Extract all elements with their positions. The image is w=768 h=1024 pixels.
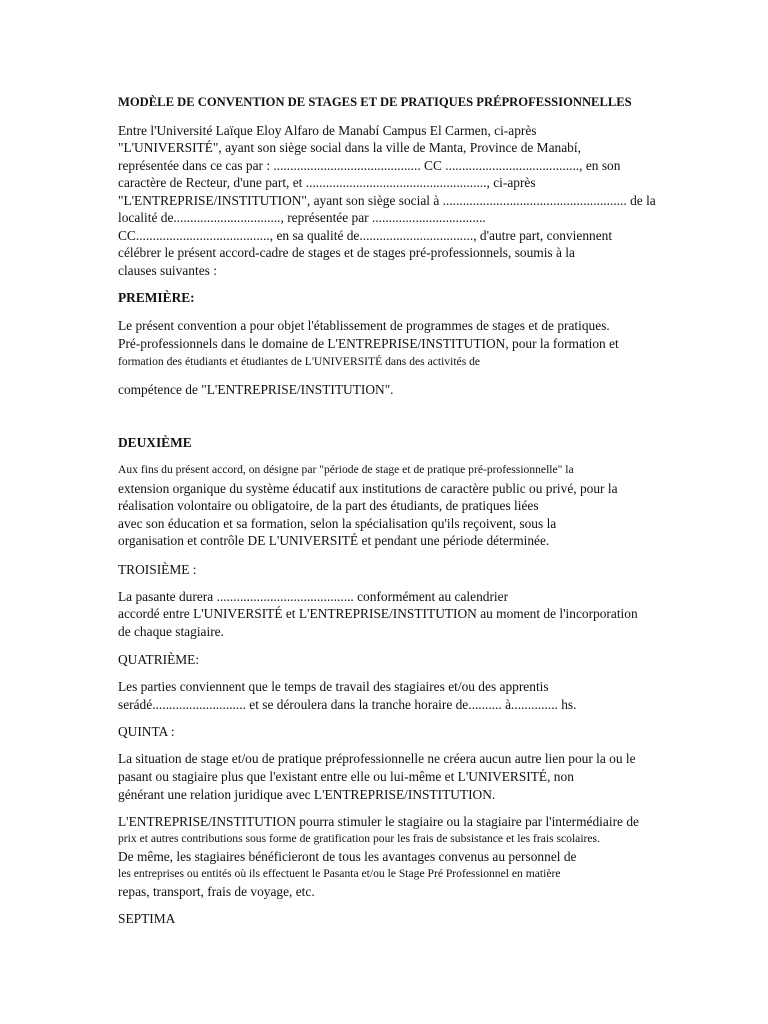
- paragraph-line: compétence de "L'ENTREPRISE/INSTITUTION".: [118, 382, 394, 397]
- paragraph-line: les entreprises ou entités où ils effectuent le Pasanta et/ou le Stage Pré Professionnel en matière: [118, 867, 561, 880]
- paragraph-line: formation des étudiants et étudiantes de L'UNIVERSITÉ dans des activités de: [118, 355, 481, 368]
- document-title: MODÈLE DE CONVENTION DE STAGES ET DE PRATIQUES PRÉPROFESSIONNELLES: [118, 95, 632, 109]
- section-heading-quatrieme: QUATRIÈME:: [118, 652, 200, 667]
- paragraph-line: réalisation volontaire ou obligatoire, de la part des étudiants, de pratiques liées: [118, 498, 539, 513]
- paragraph-line: extension organique du système éducatif aux institutions de caractère public ou privé, pour la: [118, 481, 618, 496]
- paragraph-line: De même, les stagiaires bénéficieront de tous les avantages convenus au personnel de: [118, 849, 577, 864]
- paragraph-line: Aux fins du présent accord, on désigne par "période de stage et de pratique pré-professionnelle" la: [118, 463, 574, 476]
- paragraph-line: La situation de stage et/ou de pratique préprofessionnelle ne créera aucun autre lien pour la ou le: [118, 751, 636, 766]
- paragraph-line: avec son éducation et sa formation, selon la spécialisation qu'ils reçoivent, sous la: [118, 516, 557, 531]
- paragraph-line: organisation et contrôle DE L'UNIVERSITÉ et pendant une période déterminée.: [118, 533, 550, 548]
- paragraph-line: pasant ou stagiaire plus que l'existant entre elle ou lui-même et L'UNIVERSITÉ, non: [118, 769, 574, 784]
- paragraph-line: repas, transport, frais de voyage, etc.: [118, 884, 315, 899]
- intro-line: Entre l'Université Laïque Eloy Alfaro de Manabí Campus El Carmen, ci-après: [118, 123, 537, 138]
- paragraph-line: L'ENTREPRISE/INSTITUTION pourra stimuler le stagiaire ou la stagiaire par l'intermédiaire de: [118, 814, 639, 829]
- intro-line: représentée dans ce cas par : ............................................ CC ........................................, en son: [118, 158, 621, 173]
- paragraph-line: Le présent convention a pour objet l'établissement de programmes de stages et de pratiques.: [118, 318, 610, 333]
- paragraph-line: La pasante durera ......................................... conformément au calendrier: [118, 589, 509, 604]
- intro-line: CC........................................, en sa qualité de.................................., d'autre part, conviennent: [118, 228, 613, 243]
- section-heading-quinta: QUINTA :: [118, 724, 175, 739]
- intro-line: célébrer le présent accord-cadre de stages et de stages pré-professionnels, soumis à la: [118, 245, 575, 260]
- intro-line: caractère de Recteur, d'une part, et ......................................................, ci-après: [118, 175, 536, 190]
- section-heading-deuxieme: DEUXIÈME: [118, 435, 192, 450]
- paragraph-line: Les parties conviennent que le temps de travail des stagiaires et/ou des apprentis: [118, 679, 549, 694]
- paragraph-line: générant une relation juridique avec L'ENTREPRISE/INSTITUTION.: [118, 787, 496, 802]
- paragraph-line: Pré-professionnels dans le domaine de L'ENTREPRISE/INSTITUTION, pour la formation et: [118, 336, 619, 351]
- intro-line: "L'ENTREPRISE/INSTITUTION", ayant son siège social à ....................................................... de la: [118, 193, 656, 208]
- intro-line: "L'UNIVERSITÉ", ayant son siège social dans la ville de Manta, Province de Manabí,: [118, 140, 581, 155]
- intro-line: localité de................................, représentée par ..................................: [118, 210, 486, 225]
- section-heading-septima: SEPTIMA: [118, 911, 176, 926]
- section-heading-troisieme: TROISIÈME :: [118, 562, 197, 577]
- paragraph-line: de chaque stagiaire.: [118, 624, 224, 639]
- paragraph-line: prix et autres contributions sous forme de gratification pour les frais de subsistance et les frais scolaires.: [118, 832, 600, 845]
- section-heading-premiere: PREMIÈRE:: [118, 290, 195, 305]
- paragraph-line: serádé............................ et se déroulera dans la tranche horaire de.......... à.............. hs.: [118, 697, 577, 712]
- intro-line: clauses suivantes :: [118, 263, 217, 278]
- paragraph-line: accordé entre L'UNIVERSITÉ et L'ENTREPRISE/INSTITUTION au moment de l'incorporation: [118, 606, 638, 621]
